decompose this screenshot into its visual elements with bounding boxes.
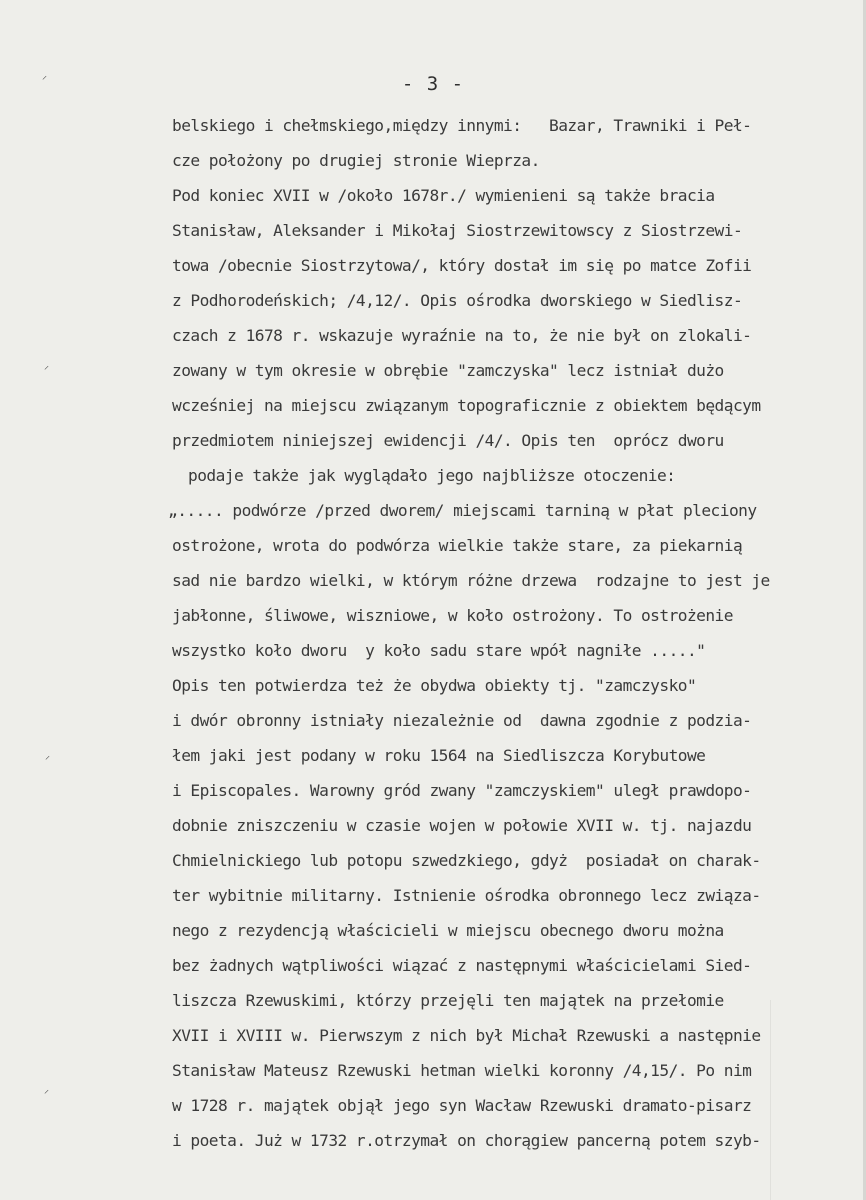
- margin-mark: ⸍: [45, 755, 50, 766]
- text-line: i Episcopales. Warowny gród zwany "zamczyskiem" uległ prawdopo-: [172, 781, 752, 800]
- text-line: nego z rezydencją właścicieli w miejscu obecnego dworu można: [172, 921, 724, 940]
- text-line: dobnie zniszczeniu w czasie wojen w połowie XVII w. tj. najazdu: [172, 816, 752, 835]
- text-line: wszystko koło dworu y koło sadu stare wpół nagniłe .....": [172, 641, 706, 660]
- margin-mark: ⸍: [42, 75, 47, 86]
- text-line: sad nie bardzo wielki, w którym różne drzewa rodzajne to jest je: [172, 571, 770, 590]
- margin-mark: ⸍: [44, 365, 49, 376]
- text-line: w 1728 r. majątek objął jego syn Wacław Rzewuski dramato-pisarz: [172, 1096, 752, 1115]
- text-line: Opis ten potwierdza też że obydwa obiekty tj. "zamczysko": [172, 676, 697, 695]
- text-line: z Podhorodeńskich; /4,12/. Opis ośrodka dworskiego w Siedlisz-: [172, 291, 743, 310]
- margin-mark: ⸍: [44, 1089, 49, 1100]
- text-line: Pod koniec XVII w /około 1678r./ wymienieni są także bracia: [172, 186, 715, 205]
- text-line: ostrożone, wrota do podwórza wielkie także stare, za piekarnią: [172, 536, 743, 555]
- text-line: podaje także jak wyglądało jego najbliższe otoczenie:: [188, 466, 676, 485]
- text-line: Stanisław, Aleksander i Mikołaj Siostrzewitowscy z Siostrzewi-: [172, 221, 743, 240]
- text-line: Chmielnickiego lub potopu szwedzkiego, gdyż posiadał on charak-: [172, 851, 761, 870]
- text-line: jabłonne, śliwowe, wiszniowe, w koło ostrożony. To ostrożenie: [172, 606, 733, 625]
- typewritten-body: [168, 108, 858, 1158]
- text-line: XVII i XVIII w. Pierwszym z nich był Michał Rzewuski a następnie: [172, 1026, 761, 1045]
- text-line: zowany w tym okresie w obrębie "zamczyska" lecz istniał dużo: [172, 361, 724, 380]
- text-line: i dwór obronny istniały niezależnie od dawna zgodnie z podzia-: [172, 711, 752, 730]
- text-line: cze położony po drugiej stronie Wieprza.: [172, 151, 540, 170]
- text-line: i poeta. Już w 1732 r.otrzymał on chorągiew pancerną potem szyb-: [172, 1131, 761, 1150]
- text-line: bez żadnych wątpliwości wiązać z następnymi właścicielami Sied-: [172, 956, 752, 975]
- text-line: „..... podwórze /przed dworem/ miejscami tarniną w płat pleciony: [168, 501, 757, 520]
- text-line: belskiego i chełmskiego,między innymi: Bazar, Trawniki i Peł-: [172, 116, 752, 135]
- text-line: Stanisław Mateusz Rzewuski hetman wielki koronny /4,15/. Po nim: [172, 1061, 752, 1080]
- text-line: łem jaki jest podany w roku 1564 na Siedliszcza Korybutowe: [172, 746, 706, 765]
- page-number: - 3 -: [401, 73, 465, 95]
- text-line: przedmiotem niniejszej ewidencji /4/. Opis ten oprócz dworu: [172, 431, 724, 450]
- text-line: czach z 1678 r. wskazuje wyraźnie na to, że nie był on zlokali-: [172, 326, 752, 345]
- text-line: wcześniej na miejscu związanym topograficznie z obiektem będącym: [172, 396, 761, 415]
- text-line: liszcza Rzewuskimi, którzy przejęli ten majątek na przełomie: [172, 991, 724, 1010]
- text-line: towa /obecnie Siostrzytowa/, który dostał im się po matce Zofii: [172, 256, 752, 275]
- text-line: ter wybitnie militarny. Istnienie ośrodka obronnego lecz związa-: [172, 886, 761, 905]
